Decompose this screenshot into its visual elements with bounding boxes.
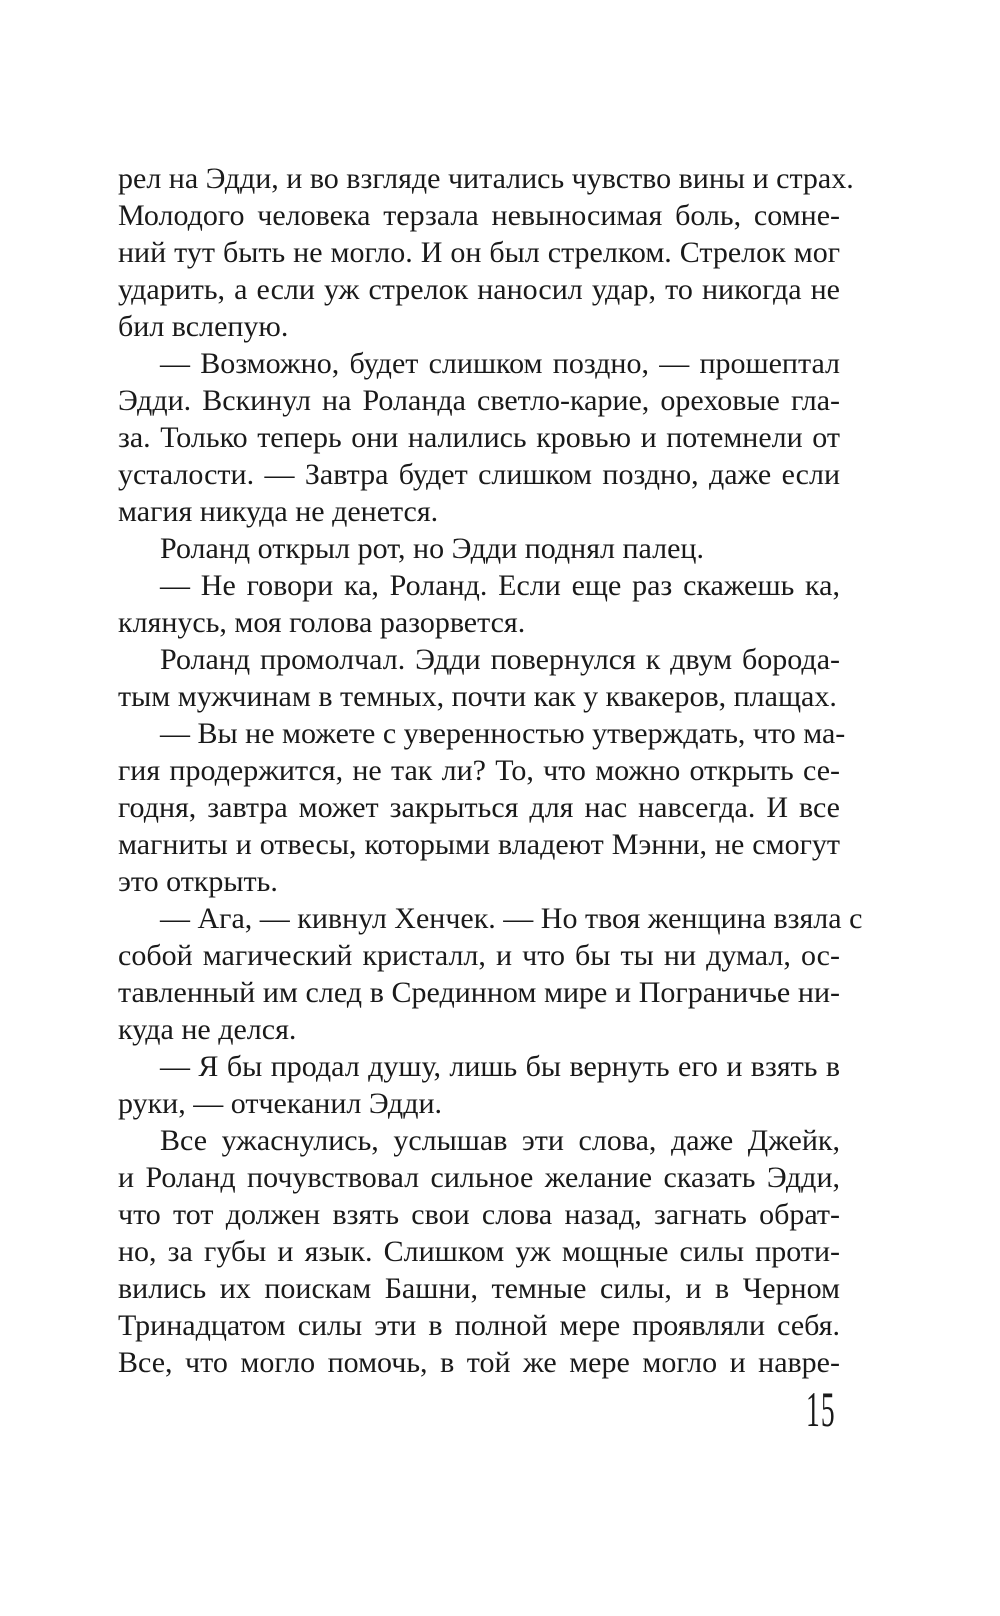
text-line: — Не говори ка, Роланд. Если еще раз скажешь ка, — [160, 569, 840, 602]
text-line: тым мужчинам в темных, почти как у квакеров, плащах. — [118, 680, 837, 713]
text-line: Тринадцатом силы эти в полной мере проявляли себя. — [118, 1309, 840, 1342]
text-line: Молодого человека терзала невыносимая боль, сомне- — [118, 199, 840, 232]
text-line: магниты и отвесы, которыми владеют Мэнни, не смогут — [118, 828, 840, 861]
text-line: Эдди. Вскинул на Роланда светло-карие, ореховые гла- — [118, 384, 840, 417]
text-line: ударить, а если уж стрелок наносил удар, то никогда не — [118, 273, 840, 306]
text-line: — Вы не можете с уверенностью утверждать, что ма- — [160, 717, 846, 750]
text-line: клянусь, моя голова разорвется. — [118, 606, 526, 639]
text-line: магия никуда не денется. — [118, 495, 439, 528]
text-line: это открыть. — [118, 865, 278, 898]
text-line: за. Только теперь они налились кровью и потемнели от — [118, 421, 840, 454]
text-line: гия продержится, не так ли? То, что можно открыть се- — [118, 754, 840, 787]
text-line: куда не делся. — [118, 1013, 297, 1046]
text-line: — Ага, — кивнул Хенчек. — Но твоя женщина взяла с — [160, 902, 863, 935]
text-line: вились их поискам Башни, темные силы, и в Черном — [118, 1272, 840, 1305]
text-line: но, за губы и язык. Слишком уж мощные силы проти- — [118, 1235, 840, 1268]
text-line: Все ужаснулись, услышав эти слова, даже Джейк, — [160, 1124, 840, 1157]
body-text — [118, 160, 863, 1381]
text-line: руки, — отчеканил Эдди. — [118, 1087, 443, 1120]
text-line: и Роланд почувствовал сильное желание сказать Эдди, — [118, 1161, 840, 1194]
text-line: — Возможно, будет слишком поздно, — прошептал — [160, 347, 840, 380]
text-line: собой магический кристалл, и что бы ты ни думал, ос- — [118, 939, 840, 972]
page-number: 15 — [806, 1381, 836, 1437]
text-line: Роланд открыл рот, но Эдди поднял палец. — [160, 532, 704, 565]
text-line: тавленный им след в Срединном мире и Пограничье ни- — [118, 976, 840, 1009]
text-line: годня, завтра может закрыться для нас навсегда. И все — [118, 791, 840, 824]
text-line: рел на Эдди, и во взгляде читались чувство вины и страх. — [118, 162, 854, 195]
text-line: ний тут быть не могло. И он был стрелком. Стрелок мог — [118, 236, 840, 269]
text-line: что тот должен взять свои слова назад, загнать обрат- — [118, 1198, 840, 1231]
text-line: Роланд промолчал. Эдди повернулся к двум борода- — [160, 643, 840, 676]
text-line: Все, что могло помочь, в той же мере могло и навре- — [118, 1346, 840, 1379]
text-line: — Я бы продал душу, лишь бы вернуть его и взять в — [160, 1050, 840, 1083]
text-line: бил вслепую. — [118, 310, 289, 343]
text-line: усталости. — Завтра будет слишком поздно, даже если — [118, 458, 840, 491]
